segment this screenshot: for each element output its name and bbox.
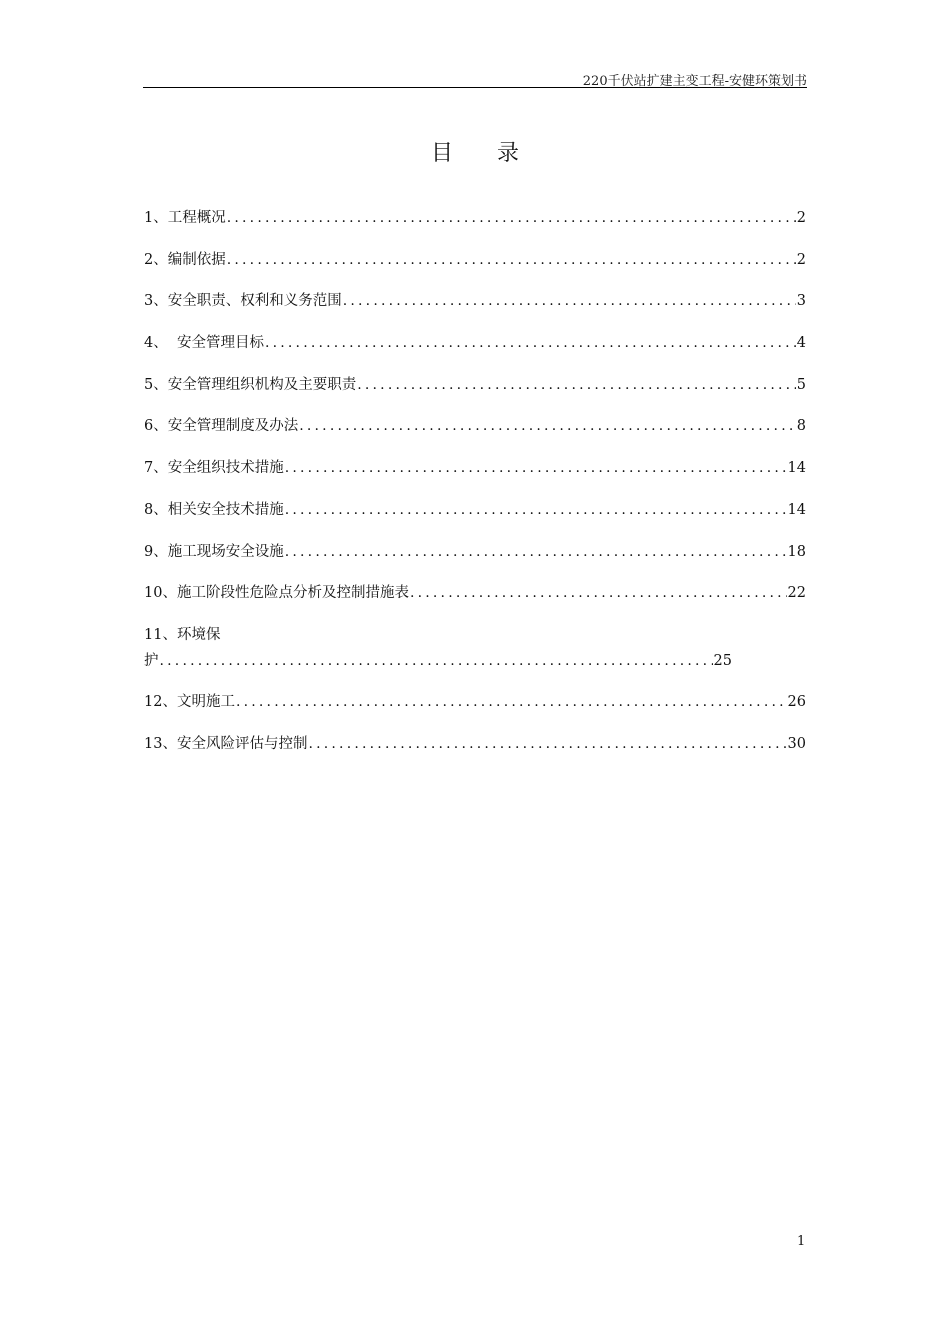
toc-entry-label: 13、安全风险评估与控制 bbox=[144, 735, 308, 752]
page-number: 1 bbox=[797, 1234, 806, 1249]
toc-entry-page: 14 bbox=[787, 460, 806, 477]
toc-entry-11[interactable] bbox=[144, 623, 806, 690]
header-rule bbox=[143, 87, 807, 88]
toc-entry-label: 9、施工现场安全设施 bbox=[144, 543, 284, 560]
toc-entry-5[interactable] bbox=[144, 373, 806, 415]
toc-entry-page: 3 bbox=[796, 293, 806, 310]
toc-entry-page: 14 bbox=[787, 501, 806, 518]
toc-entry-page: 2 bbox=[796, 210, 806, 226]
toc-entry-label: 10、施工阶段性危险点分析及控制措施表 bbox=[144, 585, 409, 602]
toc-entry-label: 4、 安全管理目标 bbox=[144, 335, 264, 352]
toc-entry-page: 5 bbox=[796, 376, 806, 393]
toc-entry-label: 6、安全管理制度及办法 bbox=[144, 418, 299, 435]
toc-leader bbox=[285, 460, 787, 476]
toc-entry-1[interactable] bbox=[144, 206, 806, 248]
toc-entry-8[interactable] bbox=[144, 498, 806, 540]
toc-entry-continuation bbox=[144, 649, 732, 670]
toc-leader bbox=[343, 293, 796, 309]
toc-entry-label: 11、环境保 bbox=[144, 626, 221, 643]
toc-entry-label: 2、编制依据 bbox=[144, 251, 226, 268]
toc-entry-page: 2 bbox=[796, 251, 806, 268]
toc-leader bbox=[227, 252, 796, 268]
toc-entry-6[interactable] bbox=[144, 414, 806, 456]
toc-entry-page: 30 bbox=[787, 735, 806, 752]
toc-entry-page: 22 bbox=[787, 585, 806, 602]
toc-entry-4[interactable] bbox=[144, 331, 806, 373]
toc-entry-label: 1、工程概况 bbox=[144, 210, 226, 226]
toc-leader bbox=[410, 585, 787, 601]
toc-entry-page: 8 bbox=[796, 418, 806, 435]
table-of-contents bbox=[144, 206, 806, 773]
toc-leader bbox=[160, 653, 713, 669]
toc-entry-10[interactable] bbox=[144, 581, 806, 623]
toc-entry-label: 12、文明施工 bbox=[144, 693, 235, 710]
toc-leader bbox=[357, 377, 796, 393]
toc-entry-label: 7、安全组织技术措施 bbox=[144, 460, 284, 477]
toc-leader bbox=[308, 736, 786, 752]
toc-entry-label-cont: 护 bbox=[144, 652, 159, 669]
toc-leader bbox=[265, 335, 796, 351]
toc-entry-label: 5、安全管理组织机构及主要职责 bbox=[144, 376, 357, 393]
toc-entry-page: 18 bbox=[787, 543, 806, 560]
toc-entry-page: 4 bbox=[796, 335, 806, 352]
toc-entry-12[interactable] bbox=[144, 690, 806, 732]
toc-entry-13[interactable] bbox=[144, 732, 806, 774]
toc-entry-page: 25 bbox=[713, 652, 732, 669]
toc-entry-2[interactable] bbox=[144, 248, 806, 290]
toc-title: 目录 bbox=[430, 141, 563, 166]
toc-leader bbox=[227, 210, 796, 226]
toc-leader bbox=[285, 544, 787, 560]
toc-entry-label: 8、相关安全技术措施 bbox=[144, 501, 284, 518]
running-header: 220千伏站扩建主变工程-安健环策划书 bbox=[582, 74, 807, 89]
toc-entry-9[interactable] bbox=[144, 540, 806, 582]
toc-entry-7[interactable] bbox=[144, 456, 806, 498]
toc-entry-page: 26 bbox=[787, 693, 806, 710]
toc-leader bbox=[236, 694, 787, 710]
toc-entry-label: 3、安全职责、权利和义务范围 bbox=[144, 293, 342, 310]
toc-leader bbox=[285, 502, 787, 518]
toc-entry-3[interactable] bbox=[144, 289, 806, 331]
toc-leader bbox=[299, 418, 796, 434]
